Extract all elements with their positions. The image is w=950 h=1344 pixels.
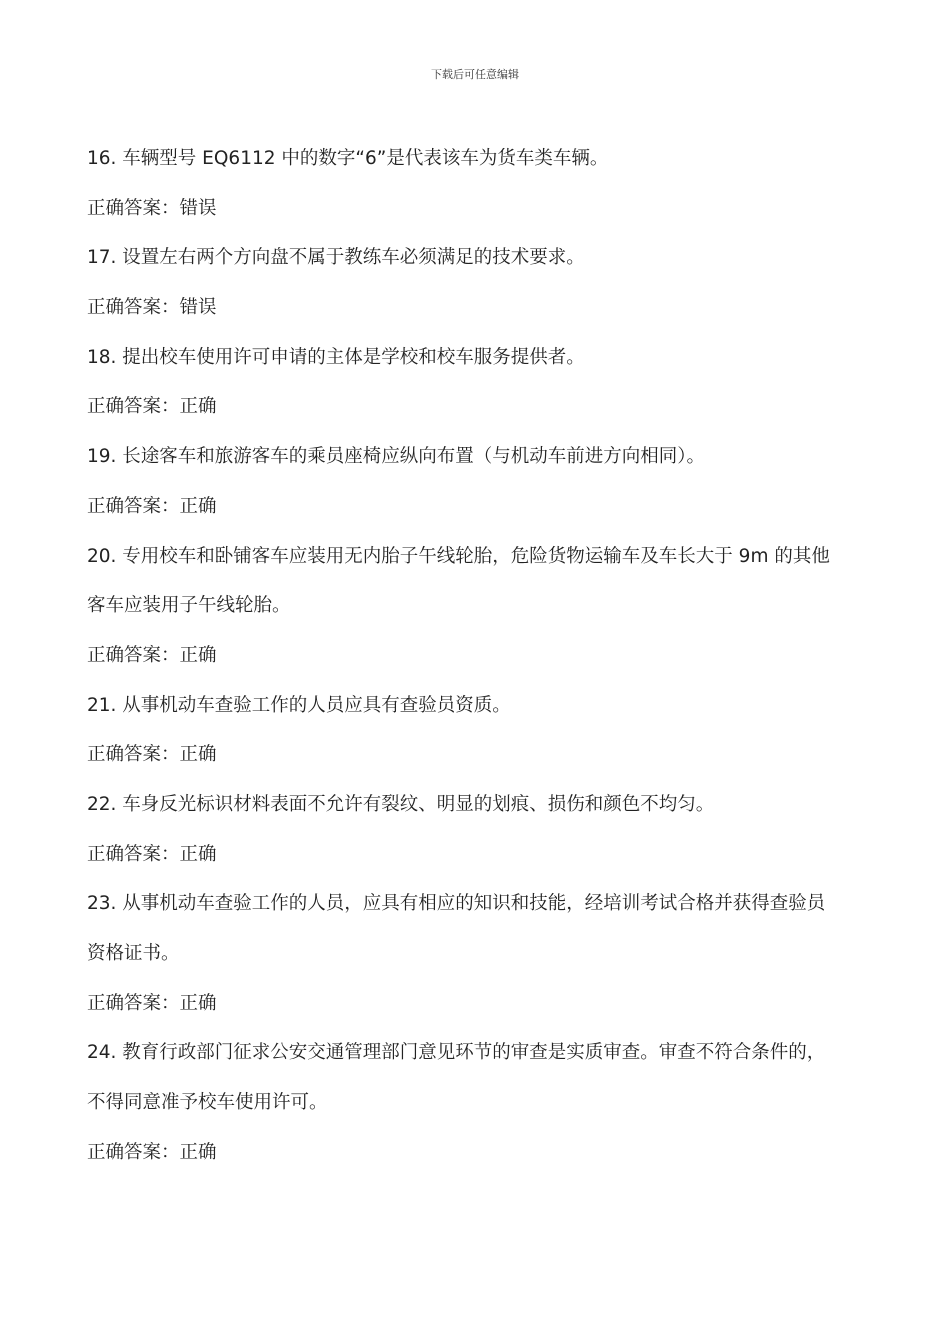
question-24-line-2: 不得同意准予校车使用许可。 [87,1092,328,1114]
question-list [87,134,877,1177]
answer-19: 正确答案：正确 [87,495,217,517]
answer-21: 正确答案：正确 [87,744,217,766]
question-20-line-1: 20. 专用校车和卧铺客车应装用无内胎子午线轮胎，危险货物运输车及车长大于 9m 的其他 [87,545,830,567]
answer-17: 正确答案：错误 [87,297,217,319]
question-23-line-1: 23. 从事机动车查验工作的人员，应具有相应的知识和技能，经培训考试合格并获得查验员 [87,893,826,915]
question-22: 22. 车身反光标识材料表面不允许有裂纹、明显的划痕、损伤和颜色不均匀。 [87,793,715,815]
question-16: 16. 车辆型号 EQ6112 中的数字“6”是代表该车为货车类车辆。 [87,148,609,169]
answer-20: 正确答案：正确 [87,644,217,666]
question-23-line-2: 资格证书。 [87,943,180,964]
answer-16: 正确答案：错误 [87,197,217,219]
answer-18: 正确答案：正确 [87,396,217,418]
question-24-line-1: 24. 教育行政部门征求公安交通管理部门意见环节的审查是实质审查。审查不符合条件的， [87,1042,826,1064]
answer-23: 正确答案：正确 [87,992,217,1014]
question-21: 21. 从事机动车查验工作的人员应具有查验员资质。 [87,694,511,716]
answer-24: 正确答案：正确 [87,1141,217,1163]
question-20-line-2: 客车应装用子午线轮胎。 [87,595,291,617]
page-header: 下载后可任意编辑 [431,68,519,81]
question-19: 19. 长途客车和旅游客车的乘员座椅应纵向布置（与机动车前进方向相同）。 [87,446,706,468]
question-18: 18. 提出校车使用许可申请的主体是学校和校车服务提供者。 [87,346,585,368]
question-17: 17. 设置左右两个方向盘不属于教练车必须满足的技术要求。 [87,247,585,269]
answer-22: 正确答案：正确 [87,843,217,865]
